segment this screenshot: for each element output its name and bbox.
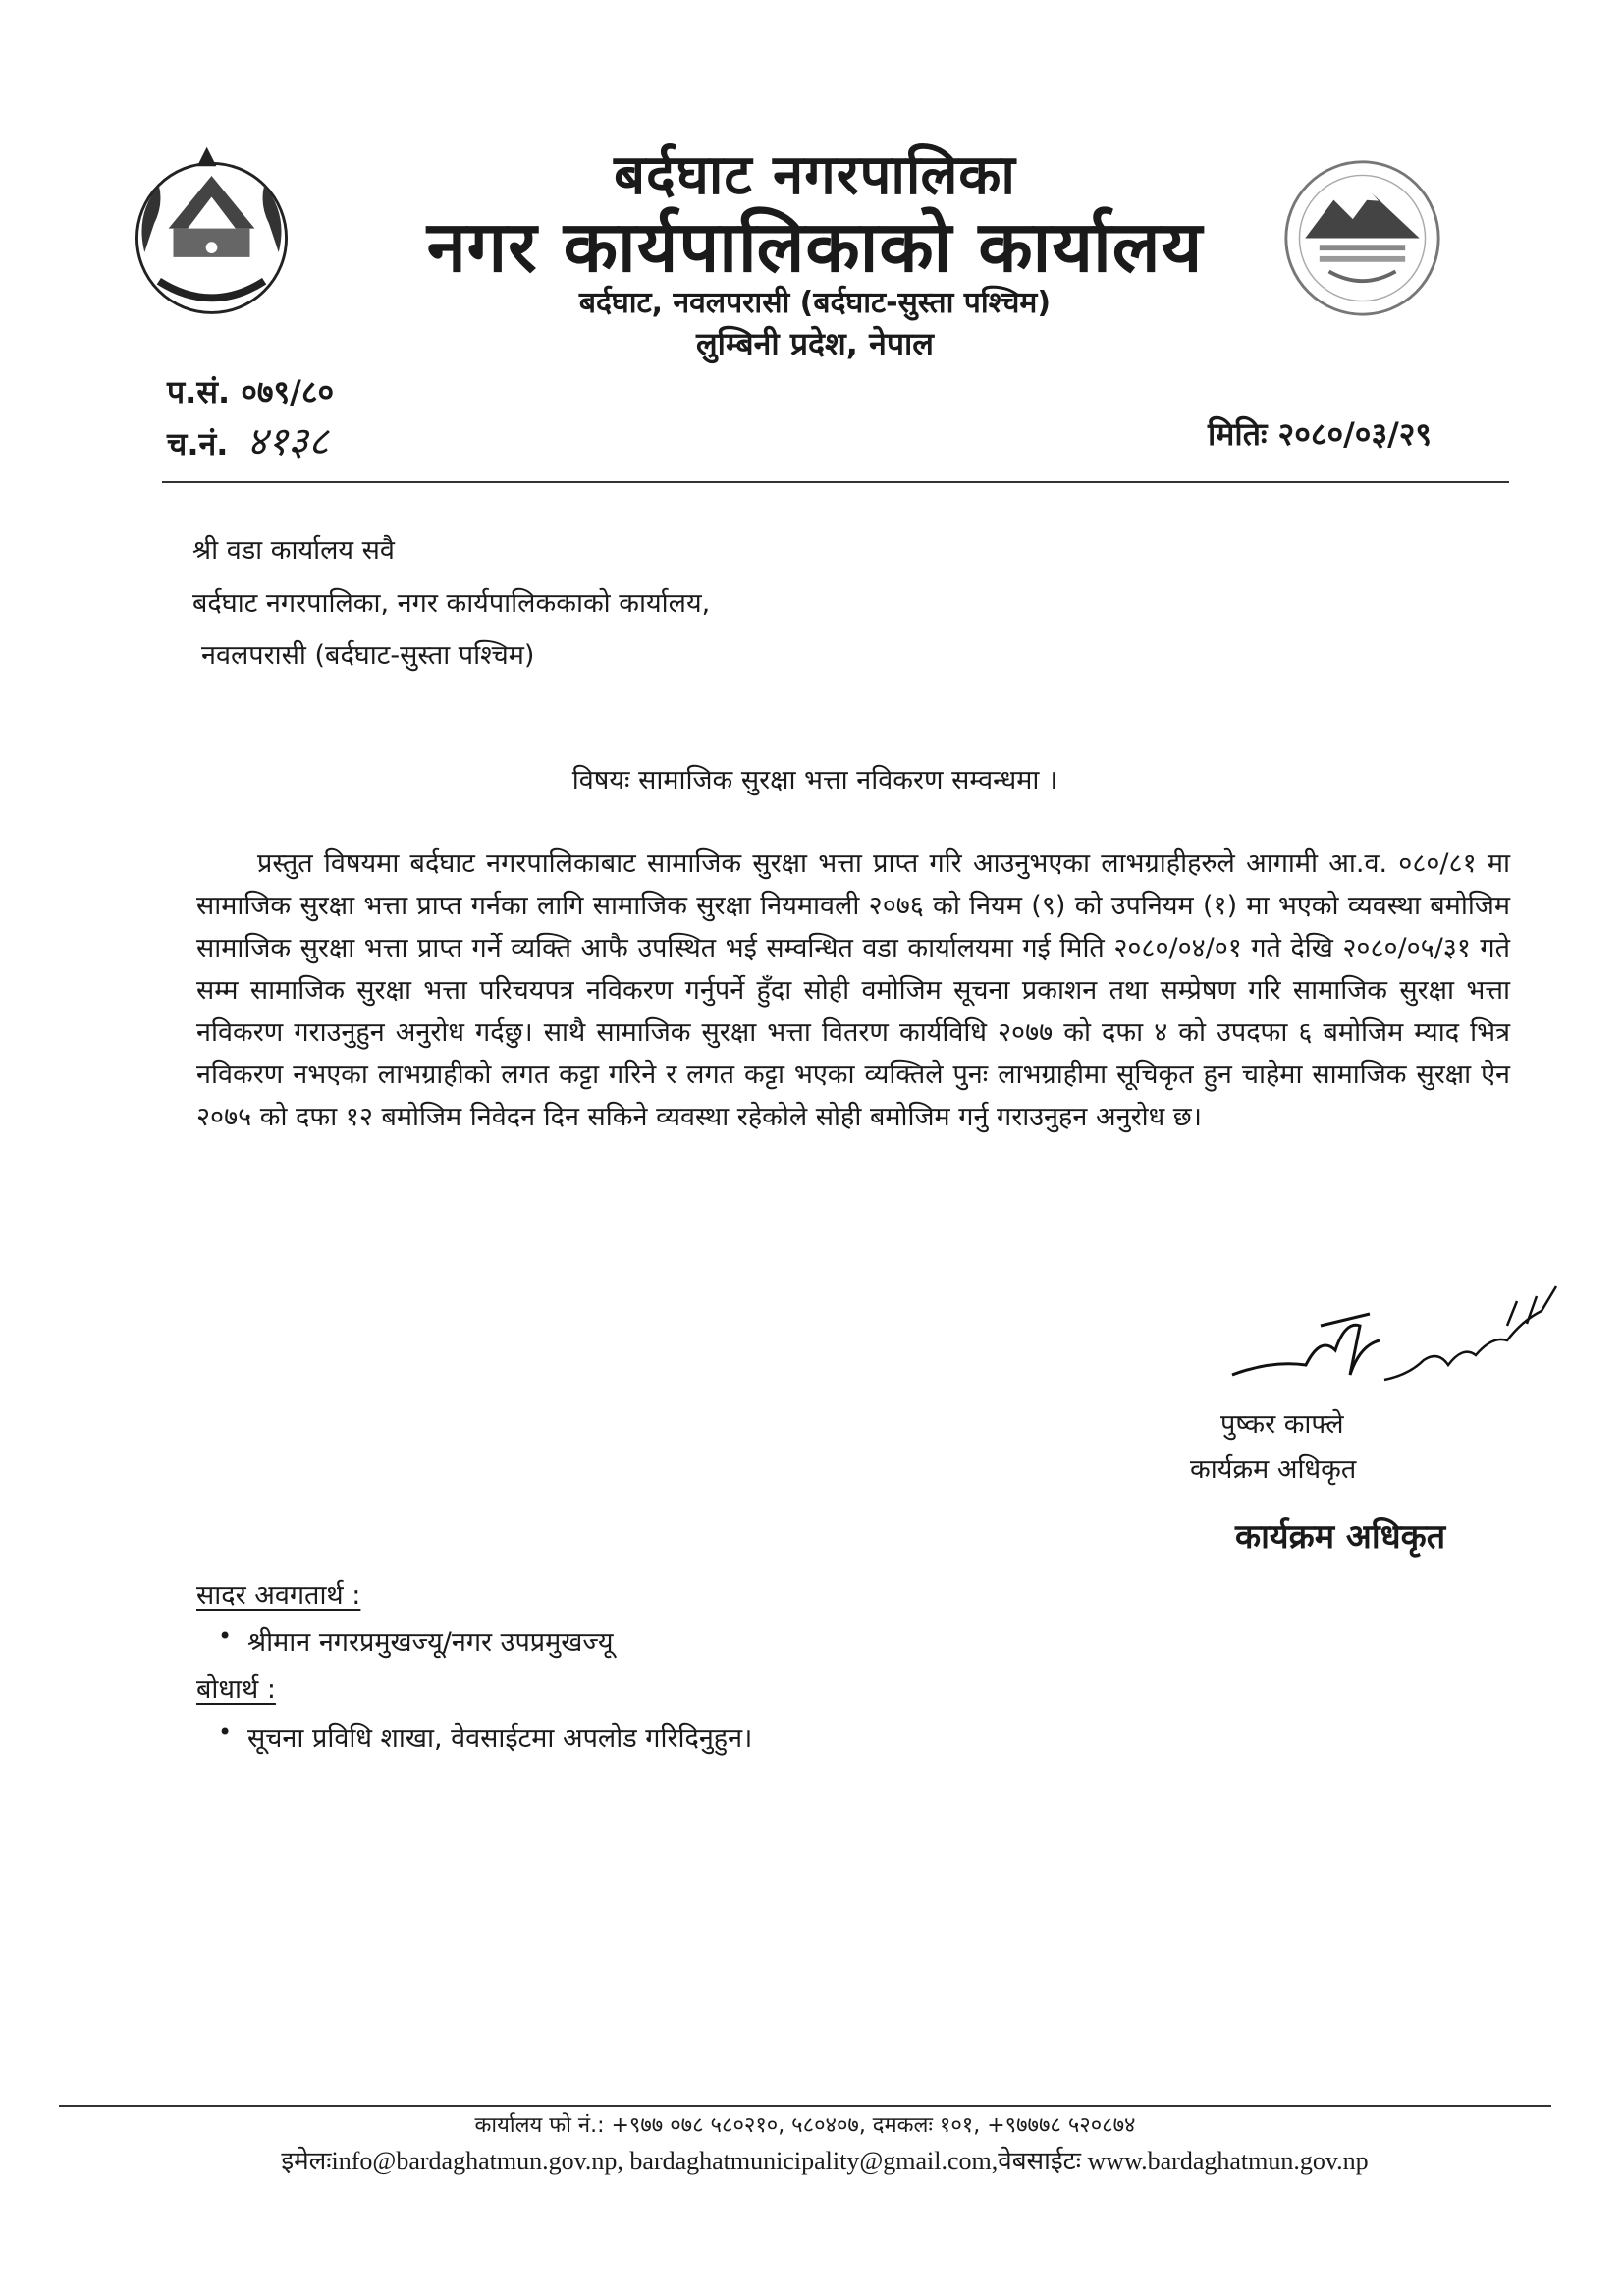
header-divider	[162, 481, 1509, 483]
signatory-title: कार्यक्रम अधिकृत	[1190, 1454, 1357, 1485]
municipality-logo-icon	[1281, 157, 1443, 319]
reference-cn	[167, 412, 329, 466]
reference-cn-number: ४१३८	[246, 419, 329, 465]
office-name: नगर कार्यपालिकाको कार्यालय	[426, 205, 1204, 288]
letter-date: मितिः २०८०/०३/२९	[1208, 415, 1433, 453]
letter-subject: विषयः सामाजिक सुरक्षा भत्ता नविकरण सम्वन्धमा ।	[571, 765, 1058, 795]
nepal-emblem-icon	[116, 137, 307, 329]
org-name: बर्दघाट नगरपालिका	[614, 143, 1016, 207]
info-heading: बोधार्थ :	[196, 1674, 276, 1705]
footer-contact: इमेलःinfo@bardaghatmun.gov.np, bardaghatmunicipality@gmail.com,वेबसाईटः www.bardaghatmun.gov.np	[281, 2147, 1369, 2175]
reference-ps: प.सं. ०७९/८०	[167, 373, 335, 410]
signatory-name: पुष्कर काफ्ले	[1220, 1409, 1344, 1440]
cc-heading: सादर अवगतार्थ :	[196, 1580, 361, 1611]
footer-divider	[59, 2105, 1551, 2107]
letter-body: प्रस्तुत विषयमा बर्दघाट नगरपालिकाबाट सामाजिक सुरक्षा भत्ता प्राप्त गरि आउनुभएका लाभग्राहीहरुले आगामी आ.व. ०८०/८१ मा सामाजिक सुरक्षा भत्ता प्राप्त गर्नका लागि सामाजिक सुरक्षा नियमावली २०७६ को नियम (९) को उपनियम (१) मा भएको व्यवस्था बमोजिम सामाजिक सुरक्षा भत्ता प्राप्त गर्ने व्यक्ति आफै उपस्थित भई सम्वन्धित वडा कार्यालयमा गई मिति २०८०/०४/०१ गते देखि २०८०/०५/३१ गते सम्म सामाजिक सुरक्षा भत्ता परिचयपत्र नविकरण गर्नुपर्ने हुँदा सोही वमोजिम सूचना प्रकाशन तथा सम्प्रेषण गरि सामाजिक सुरक्षा भत्ता नविकरण गराउनुहुन अनुरोध गर्दछु। साथै सामाजिक सुरक्षा भत्ता वितरण कार्यविधि २०७७ को दफा ४ को उपदफा ६ बमोजिम म्याद भित्र नविकरण नभएका लाभग्राहीको लगत कट्टा गरिने र लगत कट्टा भएका व्यक्तिले पुनः लाभग्राहीमा सूचिकृत हुन चाहेमा सामाजिक सुरक्षा ऐन २०७५ को दफा १२ बमोजिम निवेदन दिन सकिने व्यवस्था रहेकोले सोही बमोजिम गर्नु गराउनुहन अनुरोध छ।	[196, 848, 1510, 1132]
org-province: लुम्बिनी प्रदेश, नेपाल	[695, 325, 935, 362]
addressee-line-1: श्री वडा कार्यालय सवै	[192, 535, 395, 566]
signatory-stamp: कार्यक्रम अधिकृत	[1235, 1517, 1446, 1557]
reference-cn-label: च.नं.	[167, 425, 229, 463]
addressee-line-2: बर्दघाट नगरपालिका, नगर कार्यपालिककाको कार्यालय,	[192, 588, 711, 619]
signature-icon	[1213, 1267, 1586, 1414]
org-address: बर्दघाट, नवलपरासी (बर्दघाट-सुस्ता पश्चिम)	[578, 286, 1052, 320]
footer-phone: कार्यालय फो नं.: +९७७ ०७८ ५८०२१०, ५८०४०७, दमकलः १०१, +९७७७८ ५२०८७४	[474, 2113, 1136, 2138]
addressee-line-3: नवलपरासी (बर्दघाट-सुस्ता पश्चिम)	[201, 640, 535, 671]
cc-item: • श्रीमान नगरप्रमुखज्यू/नगर उपप्रमुखज्यू	[247, 1622, 613, 1659]
info-item: • सूचना प्रविधि शाखा, वेवसाईटमा अपलोड गरिदिनुहुन।	[247, 1719, 752, 1755]
